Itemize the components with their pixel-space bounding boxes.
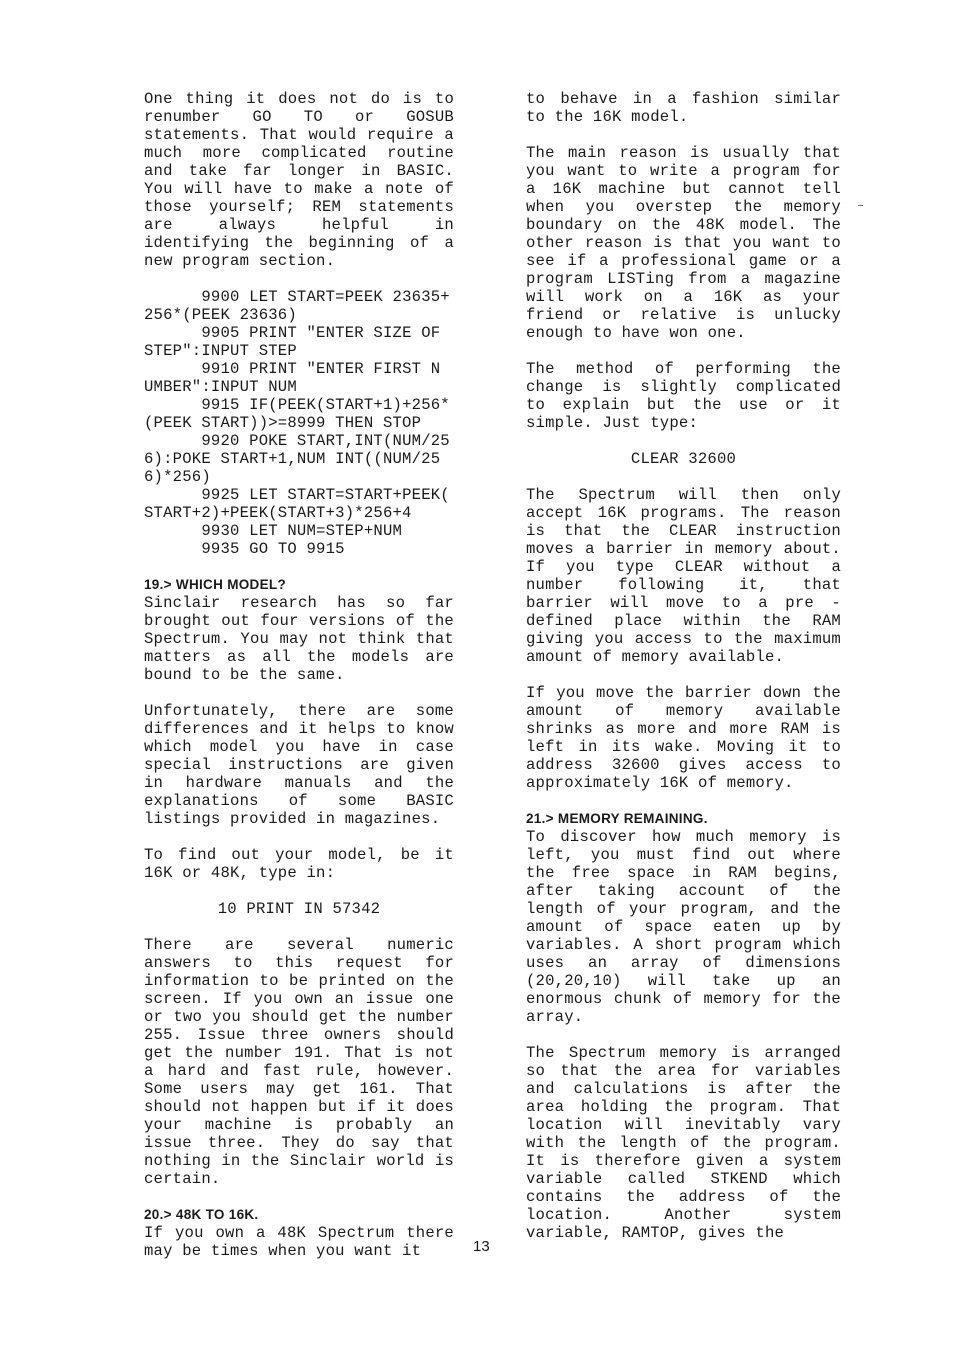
code-line: 9925 LET START=START+PEEK(	[144, 486, 450, 504]
code-line: 9900 LET START=PEEK 23635+	[144, 288, 450, 306]
left-column	[144, 90, 454, 1278]
code-line: 256*(PEEK 23636)	[144, 306, 297, 324]
command-line: CLEAR 32600	[630, 450, 737, 468]
paragraph: To discover how much memory is left, you must find out where the free space in RAM begins, after taking account of the length of your program, and the amount of space eaten up by variables. A short program which uses an array of dimensions (20,20,10) will take up an enormous chunk of memory for the array.	[526, 828, 841, 1026]
section-heading-20: 20.> 48K TO 16K.	[144, 1207, 259, 1222]
code-line: 6):POKE START+1,NUM INT((NUM/25	[144, 450, 441, 468]
code-line: 6)*256)	[144, 468, 211, 486]
scan-mark	[858, 205, 863, 206]
paragraph: The method of performing the change is slightly complicated to explain but the use or it simple. Just type:	[526, 360, 841, 432]
paragraph: The main reason is usually that you want to write a program for a 16K machine but cannot tell when you overstep the memory boundary on the 48K model. The other reason is that you want to see if a professional game or a program LISTing from a magazine will work on a 16K as your friend or relative is unlucky enough to have won one.	[526, 144, 841, 342]
code-line: 9905 PRINT "ENTER SIZE OF	[144, 324, 441, 342]
paragraph: There are several numeric answers to this request for information to be printed on the screen. If you own an issue one or two you should get the number 255. Issue three owners should get the number 191. That is not a hard and fast rule, however. Some users may get 161. That should not happen but if it does your machine is probably an issue three. They do say that nothing in the Sinclair world is certain.	[144, 936, 454, 1188]
code-line: (PEEK START))>=8999 THEN STOP	[144, 414, 422, 432]
code-line: 9920 POKE START,INT(NUM/25	[144, 432, 450, 450]
paragraph: Unfortunately, there are some differences and it helps to know which model you have in case special instructions are given in hardware manuals and the explanations of some BASIC listings provided in magazines.	[144, 702, 454, 828]
section-heading-21: 21.> MEMORY REMAINING.	[526, 811, 708, 826]
code-line: UMBER":INPUT NUM	[144, 378, 297, 396]
paragraph: to behave in a fashion similar to the 16K model.	[526, 90, 841, 126]
basic-listing	[144, 288, 454, 558]
command-line: 10 PRINT IN 57342	[217, 900, 381, 918]
paragraph: The Spectrum will then only accept 16K programs. The reason is that the CLEAR instruction moves a barrier in memory about. If you type CLEAR without a number following it, that barrier will move to a pre - defined place within the RAM giving you access to the maximum amount of memory available.	[526, 486, 841, 666]
paragraph: Sinclair research has so far brought out four versions of the Spectrum. You may not think that matters as all the models are bound to be the same.	[144, 594, 454, 684]
paragraph: To find out your model, be it 16K or 48K, type in:	[144, 846, 454, 882]
page-number: 13	[473, 1238, 490, 1255]
code-line: 9930 LET NUM=STEP+NUM	[144, 522, 403, 540]
paragraph: If you move the barrier down the amount of memory available shrinks as more and more RAM is left in its wake. Moving it to address 32600 gives access to approximately 16K of memory.	[526, 684, 841, 792]
paragraph: If you own a 48K Spectrum there may be times when you want it	[144, 1224, 454, 1260]
section-heading-19: 19.> WHICH MODEL?	[144, 577, 286, 592]
code-line: 9935 GO TO 9915	[144, 540, 345, 558]
paragraph: The Spectrum memory is arranged so that the area for variables and calculations is after the area holding the program. That location will inevitably vary with the length of the program. It is therefore given a system variable called STKEND which contains the address of the location. Another system variable, RAMTOP, gives the	[526, 1044, 841, 1242]
code-line: STEP":INPUT STEP	[144, 342, 297, 360]
code-line: 9910 PRINT "ENTER FIRST N	[144, 360, 441, 378]
paragraph: One thing it does not do is to renumber GO TO or GOSUB statements. That would require a much more complicated routine and take far longer in BASIC. You will have to make a note of those yourself; REM statements are always helpful in identifying the beginning of a new program section.	[144, 90, 454, 270]
right-column	[526, 90, 841, 1260]
code-line: 9915 IF(PEEK(START+1)+256*	[144, 396, 450, 414]
code-line: START+2)+PEEK(START+3)*256+4	[144, 504, 412, 522]
